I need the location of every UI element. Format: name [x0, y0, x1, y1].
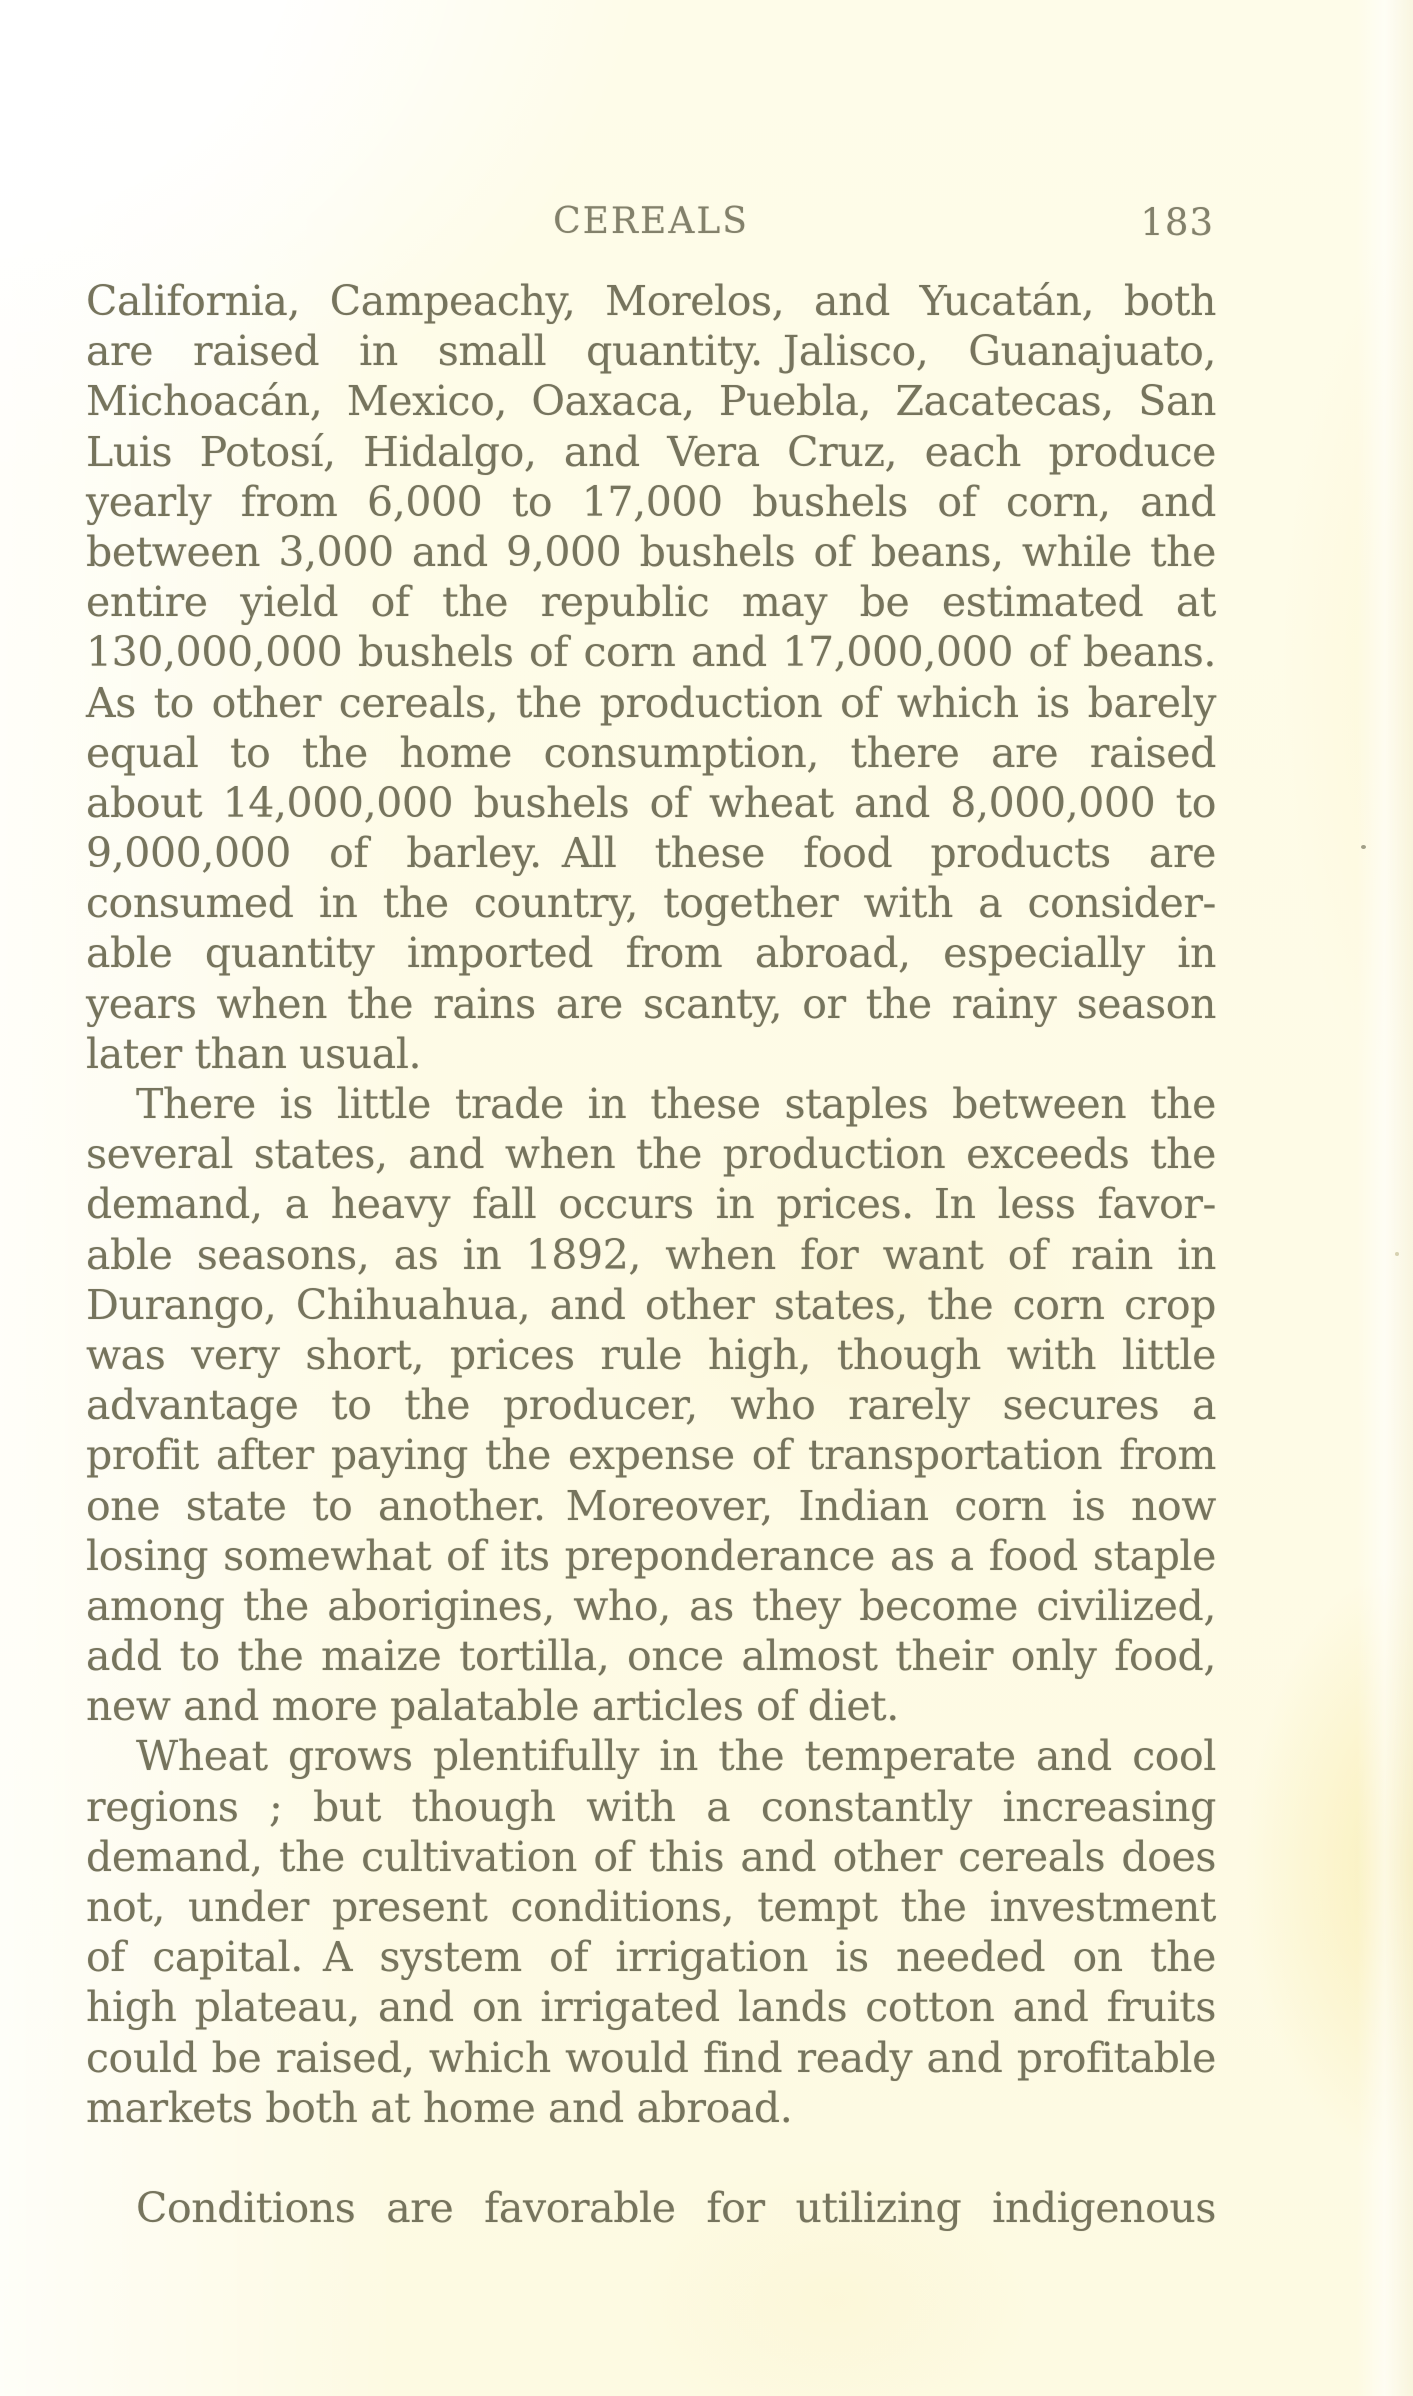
ink-speck — [1361, 845, 1366, 849]
text-line: not, under present conditions, tempt the investment — [86, 1883, 1216, 1931]
page-header — [86, 201, 1216, 244]
text-line: losing somewhat of its preponderance as a food staple — [86, 1531, 1216, 1580]
text-line: able quantity imported from abroad, especially in — [86, 929, 1216, 978]
text-line: about 14,000,000 bushels of wheat and 8,000,000 to — [86, 778, 1216, 827]
text-line: yearly from 6,000 to 17,000 bushels of corn, and — [86, 477, 1216, 526]
text-line: among the aborigines, who, as they become civilized, — [86, 1581, 1216, 1630]
text-line: regions ; but though with a constantly increasing — [86, 1782, 1216, 1831]
text-line: California, Campeachy, Morelos, and Yucatán, both — [86, 277, 1216, 325]
text-line: profit after paying the expense of transportation from — [86, 1431, 1216, 1480]
text-line: could be raised, which would find ready and profitable — [86, 2033, 1216, 2082]
text-line: demand, a heavy fall occurs in prices. In less favor- — [86, 1180, 1216, 1229]
text-line: later than usual. — [86, 1029, 422, 1078]
text-line: Luis Potosí, Hidalgo, and Vera Cruz, each produce — [86, 427, 1216, 476]
paragraph — [86, 2183, 1216, 2233]
page-number: 183 — [1140, 201, 1214, 244]
running-title: CEREALS — [553, 201, 749, 242]
text-line: 9,000,000 of barley. All these food products are — [86, 829, 1216, 878]
text-line: one state to another. Moreover, Indian corn is now — [86, 1481, 1216, 1530]
text-line: demand, the cultivation of this and other cereals does — [86, 1832, 1216, 1881]
ink-speck — [1395, 1252, 1399, 1256]
paragraph — [86, 1079, 1216, 1731]
text-line: Conditions are favorable for utilizing indigenous — [136, 2184, 1216, 2233]
text-line: Wheat grows plentifully in the temperate and cool — [136, 1732, 1216, 1781]
text-line: able seasons, as in 1892, when for want of rain in — [86, 1230, 1216, 1279]
text-line: Michoacán, Mexico, Oaxaca, Puebla, Zacatecas, San — [86, 377, 1216, 426]
text-block — [86, 276, 1216, 2233]
text-line: As to other cereals, the production of which is barely — [86, 678, 1216, 727]
text-line: between 3,000 and 9,000 bushels of beans, while the — [86, 527, 1216, 576]
text-line: advantage to the producer, who rarely secures a — [86, 1381, 1216, 1430]
paragraph — [86, 1731, 1216, 2133]
text-line: Durango, Chihuahua, and other states, the corn crop — [86, 1280, 1216, 1329]
text-line: years when the rains are scanty, or the rainy season — [86, 979, 1216, 1028]
paragraph — [86, 276, 1216, 1079]
text-line: new and more palatable articles of diet. — [86, 1682, 899, 1731]
text-line: was very short, prices rule high, though with little — [86, 1330, 1216, 1379]
text-line: There is little trade in these staples between the — [136, 1080, 1216, 1128]
text-line: markets both at home and abroad. — [86, 2083, 793, 2132]
text-line: consumed in the country, together with a consider- — [86, 879, 1216, 928]
text-line: of capital. A system of irrigation is needed on the — [86, 1933, 1216, 1982]
text-line: entire yield of the republic may be estimated at — [86, 578, 1216, 627]
text-line: high plateau, and on irrigated lands cotton and fruits — [86, 1983, 1216, 2032]
text-line: equal to the home consumption, there are raised — [86, 728, 1216, 777]
text-line: several states, and when the production exceeds the — [86, 1130, 1216, 1179]
text-line: are raised in small quantity. Jalisco, Guanajuato, — [86, 327, 1216, 376]
text-line: add to the maize tortilla, once almost their only food, — [86, 1632, 1216, 1681]
text-line: 130,000,000 bushels of corn and 17,000,000 of beans. — [86, 628, 1216, 677]
